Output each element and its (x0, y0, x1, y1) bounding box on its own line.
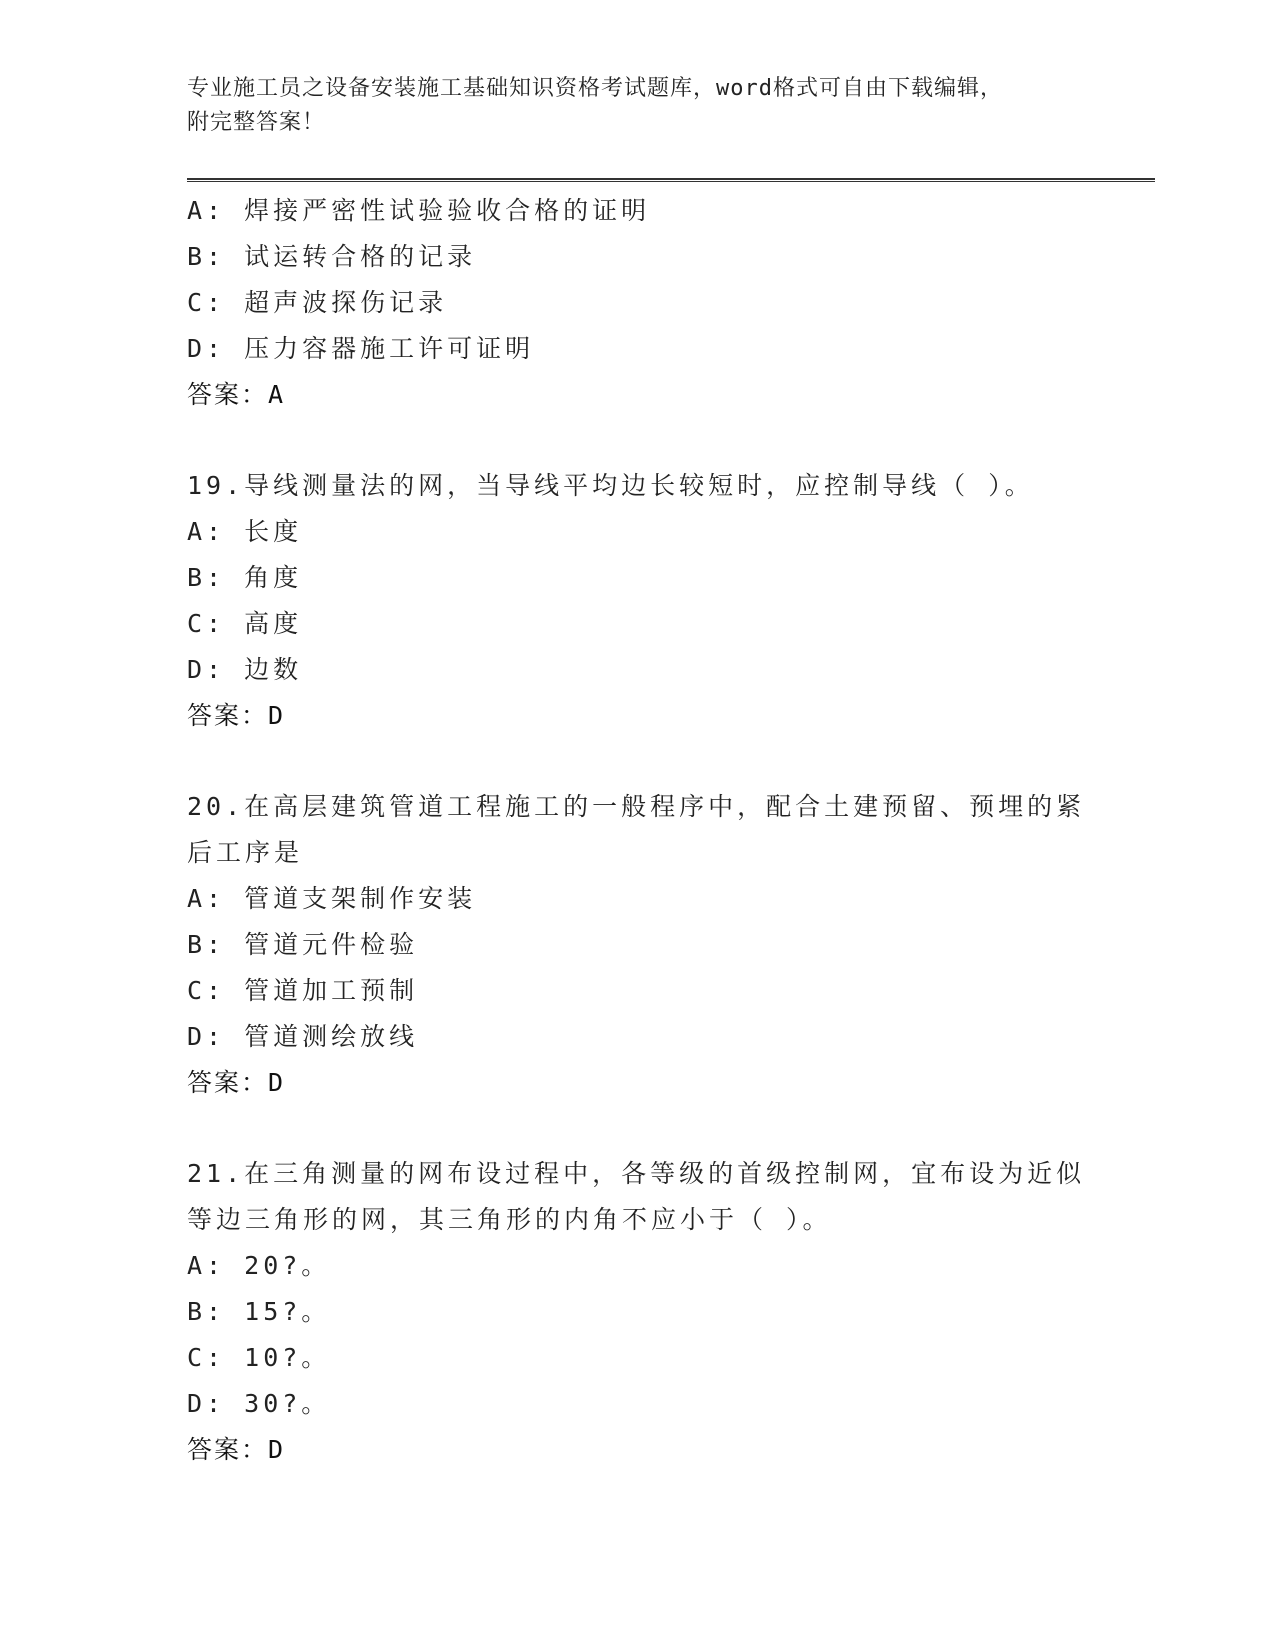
option-a: A: 管道支架制作安装 (187, 884, 477, 913)
question-stem: 19.导线测量法的网，当导线平均边长较短时，应控制导线（ ）。 (187, 471, 1034, 500)
question-list (187, 188, 1087, 1473)
option-d: D: 边数 (187, 655, 303, 684)
answer-line (187, 1060, 1087, 1106)
option-a: A: 20?。 (187, 1251, 331, 1280)
option-c: C: 管道加工预制 (187, 976, 419, 1005)
answer-label: 答案： (187, 1435, 269, 1464)
option-b: B: 试运转合格的记录 (187, 242, 477, 271)
answer-line (187, 1427, 1087, 1473)
answer-value: A (268, 380, 284, 409)
header-divider (187, 178, 1155, 182)
question-stem-line2: 等边三角形的网，其三角形的内角不应小于（ ）。 (187, 1205, 832, 1234)
question-19 (187, 463, 1087, 739)
option-a: A: 焊接严密性试验验收合格的证明 (187, 196, 651, 225)
option-c: C: 高度 (187, 609, 303, 638)
question-stem-line1: 20.在高层建筑管道工程施工的一般程序中，配合土建预留、预埋的紧 (187, 792, 1086, 821)
question-stem-line2: 后工序是 (187, 838, 304, 867)
answer-value: D (268, 1068, 284, 1097)
question-21 (187, 1151, 1087, 1473)
answer-label: 答案： (187, 1068, 269, 1097)
question-stem-line1: 21.在三角测量的网布设过程中，各等级的首级控制网，宜布设为近似 (187, 1159, 1086, 1188)
option-b: B: 管道元件检验 (187, 930, 419, 959)
answer-value: D (268, 1435, 284, 1464)
question-20 (187, 784, 1087, 1106)
option-d: D: 压力容器施工许可证明 (187, 334, 535, 363)
option-d: D: 管道测绘放线 (187, 1022, 419, 1051)
option-a: A: 长度 (187, 517, 303, 546)
option-c: C: 10?。 (187, 1343, 331, 1372)
header-title-line2: 附完整答案！ (187, 110, 326, 135)
option-b: B: 角度 (187, 563, 303, 592)
answer-value: D (268, 701, 284, 730)
question-18 (187, 188, 1087, 418)
option-b: B: 15?。 (187, 1297, 331, 1326)
answer-line (187, 693, 1087, 739)
option-d: D: 30?。 (187, 1389, 331, 1418)
document-header (187, 72, 1067, 140)
answer-label: 答案： (187, 380, 269, 409)
answer-label: 答案： (187, 701, 269, 730)
answer-line (187, 372, 1087, 418)
option-c: C: 超声波探伤记录 (187, 288, 448, 317)
header-title-line1: 专业施工员之设备安装施工基础知识资格考试题库，word格式可自由下载编辑， (187, 76, 1003, 101)
